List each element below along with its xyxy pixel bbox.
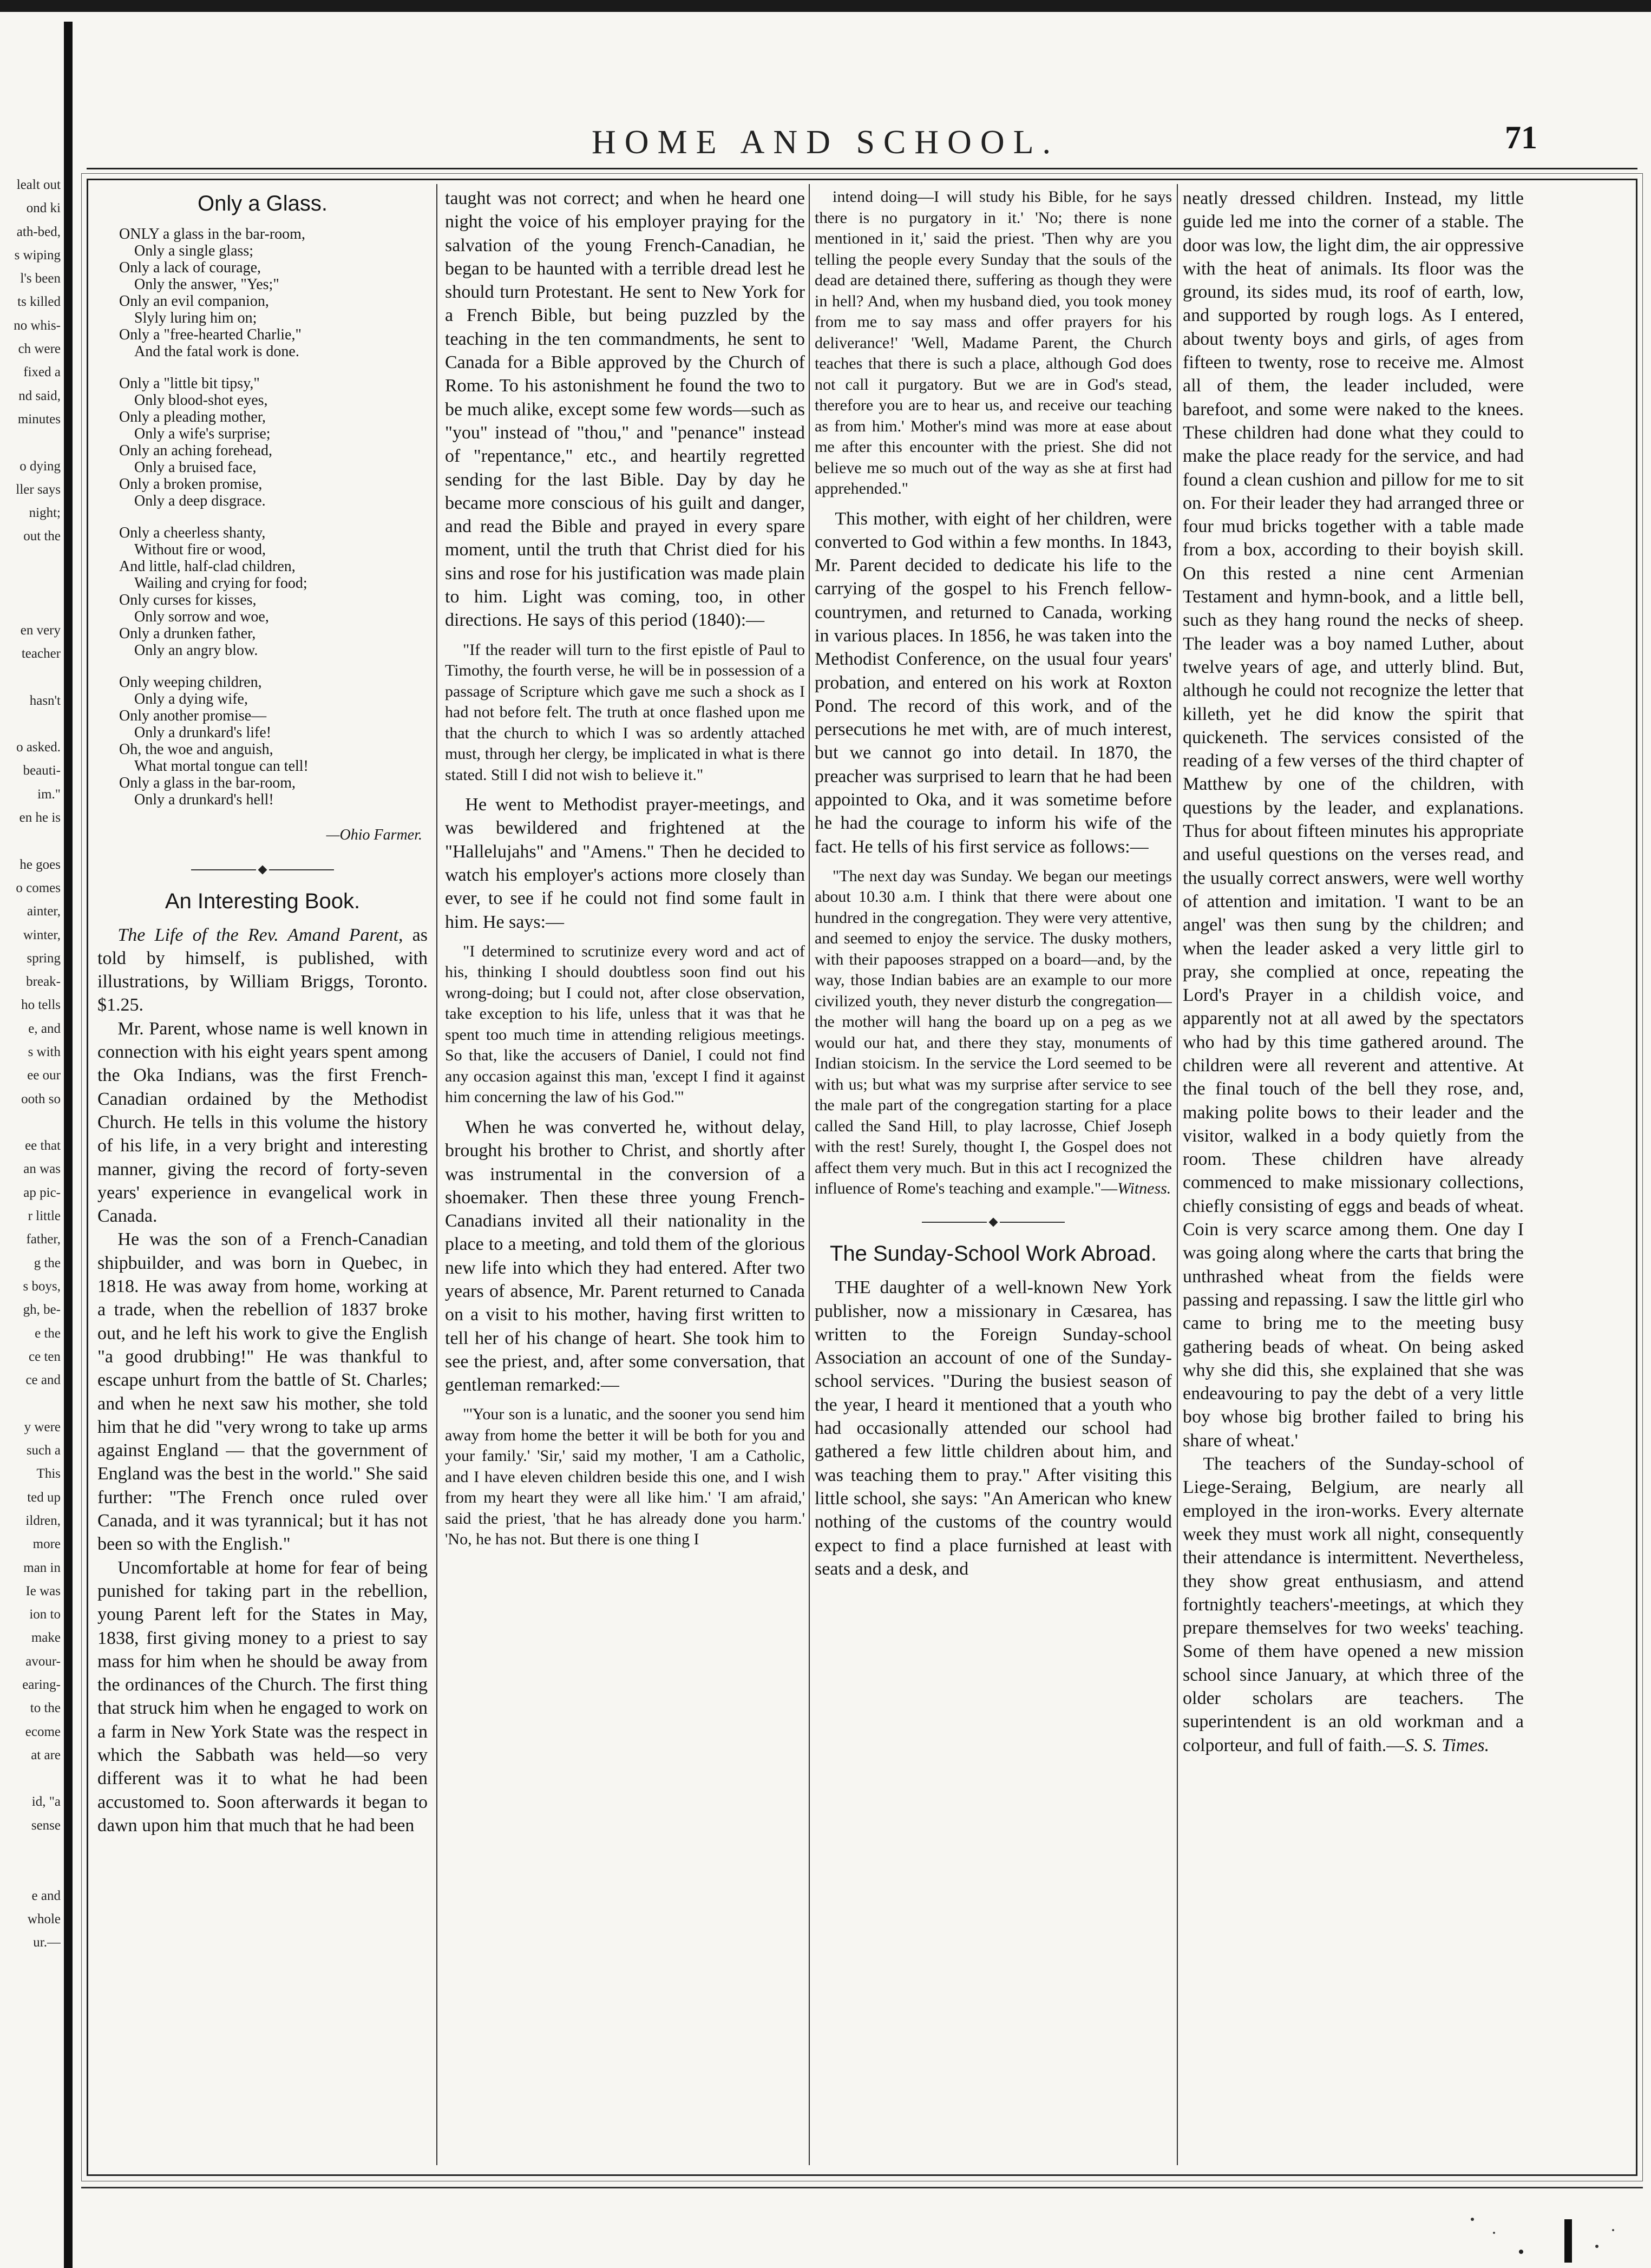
quoted-passage	[815, 866, 1172, 1199]
margin-fragment: an was	[23, 1162, 61, 1177]
margin-fragment	[0, 431, 61, 454]
poem-line: Only a single glass;	[134, 242, 254, 259]
margin-fragment	[0, 665, 61, 689]
margin-fragment: Ie was	[25, 1583, 61, 1598]
margin-fragment: beauti-	[23, 763, 61, 778]
margin-fragment: no whis-	[14, 318, 61, 333]
ink-specks	[1462, 2208, 1624, 2263]
binding-gutter	[64, 22, 73, 2268]
book-intro: as told by himself, is published, with illustrations, by William Briggs, Toronto. $1.25.	[97, 925, 428, 1015]
margin-fragment: lealt out	[16, 178, 61, 192]
poem-line: ONLY a glass in the bar-room,	[119, 226, 305, 242]
article-paragraph: neatly dressed children. Instead, my little guide led me into the corner of a stable. The door was low, the light dim, the air oppressive with the heat of animals. Its floor was the ground, its sides mud, its roof of earth, low, and supported by rough logs. As I entered, about twenty boys and girls, of ages from fifteen to twenty, rose to receive me. Almost all of them, the leader included, were barefoot, and some were naked to the knees. These children had done what they could to make the place ready for the service, and had found a clean cushion and pillow for me to sit on. For their leader they had arranged three or four mud bricks together with a table made from a box, according to their boyish skill. On this rested a nine cent Armenian Testament and hymn-book, and a little bell, such as they hang round the necks of sheep. The leader was a boy named Luther, about twelve years of age, and utterly blind. But, although he could not recognize the letter that killeth, yet he did know the spirit that quickeneth. The services consisted of the reading of a few verses of the third chapter of Matthew by one of the children, with questions by the leader, and explanations. Thus for about fifteen minutes his appropriate and useful questions on the verses read, and the usually correct answers, were well worthy of attention and imitation. 'I want to be an angel' was then sung by the children; and when the leader asked a very little girl to pray, she complied at once, repeating the Lord's Prayer in a childish voice, and apparently not at all awed by the spectators who had by this time gathered around. The children were all reverent and attentive. At the final touch of the bell they rose, and, making polite bows to their leader and the visitor, walked in a body quietly from the room. These children have already commenced to make missionary collections, chiefly consisting of eggs and beads of wheat. Coin is very scarce among them. One day I was going along where the carts that bring the unthrashed wheat from the fields were passing and repassing. I saw the little girl who came to bring me to the meeting busy gathering beads of wheat. On being asked why she did this, she explained that she was endeavouring to pay the debt of a very little boy whose big brother failed to bring his share of wheat.'	[1183, 188, 1524, 1451]
margin-fragment: en very	[20, 622, 61, 638]
column-1	[97, 187, 428, 2162]
poem-line: Only a drunken father,	[119, 625, 256, 642]
article-paragraph: taught was not correct; and when he heard one night the voice of his employer praying for the salvation of the young French-Canadian, he began to be haunted with a terrible dread lest he should turn Protestant. He sent to New York for a French Bible, but being puzzled by the teaching in the ten commandments, he sent to Canada for a Bible approved by the Church of Rome. To his astonishment he found the two to be much alike, except some few words—such as "you" instead of "thou," and "penance" instead of "repentance," etc., and heartily regretted sending for the last Bible. Day by day he became more conscious of his guilt and danger, and read the Bible and prayed in every spare moment, until the truth that Christ died for his sins and rose for his justification was made plain to him. Light was coming, too, in other directions. He says of this period (1840):—	[445, 188, 805, 631]
article-source: S. S. Times.	[1405, 1735, 1490, 1755]
poem-line: Only an evil companion,	[119, 293, 269, 310]
margin-fragment: he goes	[19, 857, 61, 872]
margin-fragment: ond ki	[26, 201, 61, 216]
quote-text: "The next day was Sunday. We began our meetings about 10.30 a.m. I think that there were about one hundred in the congregation. They were very attentive, and seemed to enjoy the service. The dusky mothers, with their papooses strapped on a board—and, by the way, those Indian babies are an example to our more civilized youth, they never disturb the congregation—the mother will hang the board up on a peg as we would our hat, and there they stay, monuments of Indian stoicism. In the service the Lord seemed to be with us; but what was my surprise after service to see the male part of the congregation starting for a place called the Sand Hill, to play lacrosse, Chief Joseph with the rest! Surely, thought I, the Gospel does not affect them very much. But in this act I recognized the influence of Rome's teaching and example."—	[815, 867, 1172, 1198]
margin-fragment: ted up	[27, 1490, 61, 1505]
margin-fragment: make	[31, 1630, 61, 1646]
margin-fragment: g the	[34, 1255, 61, 1270]
margin-fragment: s boys,	[23, 1279, 61, 1294]
margin-fragment: ap pic-	[23, 1185, 61, 1200]
margin-fragment: o comes	[16, 880, 61, 895]
article-paragraph: THE daughter of a well-known New York publisher, now a missionary in Cæsarea, has written to the Foreign Sunday-school Association an account of one of the Sunday-school services. "During the busiest season of the year, I heard it mentioned that a youth who had occasionally attended our school had gathered a few little children about him, and was teaching them to pray." After visiting this little school, she says: "An American who knew nothing of the customs of the country would expect to find a place furnished at least with seats and a desk, and	[815, 1277, 1172, 1579]
article-paragraph: Uncomfortable at home for fear of being punished for taking part in the rebellion, young Parent left for the States in May, 1838, first giving money to a priest to say mass for him when he should be away from the ordinances of the Church. The first thing that struck him when he engaged to work on a farm in New York State was the respect in which the Sabbath was held—so very different was it to what he had been accustomed to. Soon afterwards it began to dawn upon him that much that he had been	[97, 1557, 428, 1836]
quote-text: "'Your son is a lunatic, and the sooner you send him away from home the better it will be both for you and your family.' 'Sir,' said my mother, 'I am a Catholic, and I have eleven children beside this one, and I wish from my heart they were all like him.' 'I am afraid,' said the priest, 'that he has already done you harm.' 'No, he has not. But there is one thing I	[445, 1405, 805, 1549]
margin-fragment: l's been	[20, 271, 61, 286]
margin-fragment: winter,	[23, 927, 61, 942]
previous-page-margin	[0, 173, 61, 2068]
margin-fragment: out the	[23, 529, 61, 544]
poem-credit: —Ohio Farmer.	[326, 827, 422, 843]
article-paragraph: This mother, with eight of her children, were converted to God within a few months. In 1843, Mr. Parent decided to dedicate his life to the carrying of the gospel to his French fellow-countrymen, and returned to Canada, working in various places. In 1856, he was taken into the Methodist Conference, on the usual four years' probation, and entered on his work at Roxton Pond. The record of this work, and of the persecutions he met with, are of much interest, but we cannot go into detail. In 1870, the preacher was surprised to learn that he had been appointed to Oka, and it was sometime before he had the courage to inform his wife of the fact. He tells of his first service as follows:—	[815, 508, 1172, 857]
margin-fragment: break-	[26, 974, 61, 989]
book-article-title: An Interesting Book.	[165, 889, 361, 913]
margin-fragment: sense	[31, 1818, 61, 1833]
poem-line: Only a dying wife,	[134, 691, 248, 707]
poem-line: Only weeping children,	[119, 674, 262, 691]
poem-line: Only the answer, "Yes;"	[134, 276, 279, 293]
margin-fragment: r little	[28, 1209, 61, 1224]
column-3	[815, 187, 1172, 2162]
poem-line: Wailing and crying for food;	[134, 575, 307, 592]
margin-fragment: ee that	[25, 1138, 61, 1153]
margin-fragment: ildren,	[25, 1513, 61, 1528]
article-paragraph: The teachers of the Sunday-school of Liege-Seraing, Belgium, are nearly all employed in the iron-works. Every alternate week they must work all night, consequently their attendance is intermittent. Nevertheless, they show great enthusiasm, and attend fortnightly teachers'-meetings, at which they prepare themselves for two weeks' teaching. Some of them have opened a new mission school since January, at which three of the older scholars are teachers. The superintendent is an old workman and a colporteur, and full of faith.—	[1183, 1454, 1524, 1755]
margin-fragment: gh, be-	[23, 1302, 61, 1317]
margin-fragment: ce and	[25, 1373, 61, 1388]
poem-line: Only a drunkard's life!	[134, 724, 272, 741]
poem-line: Only a "free-hearted Charlie,"	[119, 326, 302, 343]
column-rule	[1177, 184, 1178, 2165]
margin-fragment: to the	[30, 1701, 61, 1716]
margin-fragment: fixed a	[23, 365, 61, 380]
margin-fragment: id, "a	[31, 1794, 61, 1810]
quote-text: intend doing—I will study his Bible, for he says there is no purgatory in it.' 'No; there is none mentioned in it,' said the priest. 'Then why are you telling the people every Sunday that the souls of the dead are detained there, suffering as though they were in hell? And, when my husband died, you took money from me to say mass and offer prayers for his deliverance!' 'Well, Madame Parent, the Church teaches that there is such a place, although God does not call it purgatory. But we are in God's stead, therefore you are to hear us, and receive our teaching as from him.' Mother's mind was more at ease about me after this encounter with the priest. She did not believe me so much out of the way as she at first had apprehended."	[815, 188, 1172, 497]
poem-line: Oh, the woe and anguish,	[119, 741, 273, 758]
margin-fragment: whole	[27, 1911, 61, 1926]
poem-line: Only a cheerless shanty,	[119, 525, 266, 541]
margin-fragment: father,	[26, 1232, 61, 1247]
poem-line: And little, half-clad children,	[119, 558, 296, 575]
top-border-bar	[0, 0, 1651, 12]
margin-fragment: e, and	[28, 1021, 61, 1036]
margin-fragment: spring	[27, 951, 61, 966]
margin-fragment	[0, 595, 61, 618]
quoted-passage	[445, 1404, 805, 1550]
quoted-passage	[445, 941, 805, 1108]
page-number: 71	[1505, 120, 1537, 155]
article-paragraph: Mr. Parent, whose name is well known in connection with his eight years spent among the Oka Indians, was the first French-Canadian ordained by the Methodist Church. He tells in this volume the history of his life, in a very bright and interesting manner, giving the record of forty-seven years' experience in evangelical work in Canada.	[97, 1018, 428, 1227]
margin-fragment	[0, 1767, 61, 1790]
margin-fragment: avour-	[25, 1654, 61, 1669]
sunday-article-title: The Sunday-School Work Abroad.	[829, 1242, 1157, 1266]
section-divider	[815, 1210, 1172, 1234]
margin-fragment: ce ten	[29, 1349, 61, 1364]
poem-line: Slyly luring him on;	[134, 310, 257, 326]
column-rule	[809, 184, 810, 2165]
margin-fragment: s with	[28, 1044, 61, 1059]
margin-fragment: e the	[35, 1326, 61, 1341]
poem-stanza	[119, 525, 428, 659]
margin-fragment: ath-bed,	[16, 224, 61, 239]
poem-line: Only a drunkard's hell!	[134, 791, 274, 808]
poem-line: Only a "little bit tipsy,"	[119, 375, 260, 392]
poem-line: Only a deep disgrace.	[134, 493, 266, 509]
margin-fragment: ecome	[25, 1724, 61, 1739]
poem-line: Only a glass in the bar-room,	[119, 775, 296, 791]
margin-fragment: minutes	[17, 411, 61, 427]
margin-fragment: y were	[24, 1419, 61, 1434]
margin-fragment	[0, 712, 61, 736]
margin-fragment: hasn't	[29, 693, 61, 708]
poem-stanza	[119, 226, 428, 360]
margin-fragment: such a	[26, 1443, 61, 1458]
poem-line: And the fatal work is done.	[134, 343, 299, 360]
quote-text: "I determined to scrutinize every word and act of his, thinking I should doubtless soon find out his wrong-doing; but I could not, after close observation, take exception to his life, unless that it was that he spent too much time in attending religious meetings. So that, like the accusers of Daniel, I could not find any occasion against this man, 'except I find it against him concerning the law of his God.'"	[445, 942, 805, 1106]
article-paragraph: When he was converted he, without delay, brought his brother to Christ, and shortly after was instrumental in the conversion of a shoemaker. Then these three young French-Canadians invited all their nationality in the place to a meeting, and told them of the glorious new life into which they had entered. After two years of absence, Mr. Parent returned to Canada on a visit to his mother, having first written to tell her of his change of heart. She took him to see the priest, and, after some conversation, that gentleman remarked:—	[445, 1117, 805, 1395]
margin-fragment: ainter,	[27, 904, 61, 919]
margin-fragment	[0, 572, 61, 595]
quoted-passage	[445, 640, 805, 786]
margin-fragment: earing-	[22, 1677, 61, 1692]
margin-fragment: s wiping	[14, 247, 61, 263]
margin-fragment: e and	[31, 1888, 61, 1903]
margin-fragment: This	[36, 1466, 61, 1482]
margin-fragment	[0, 829, 61, 853]
quoted-passage	[815, 187, 1172, 500]
poem-line: Only a wife's surprise;	[134, 425, 271, 442]
margin-fragment: o asked.	[16, 740, 61, 755]
margin-fragment: nd said,	[18, 388, 61, 403]
book-title: The Life of the Rev. Amand Parent,	[117, 925, 403, 945]
margin-fragment: o dying	[19, 458, 61, 474]
margin-fragment: ooth so	[21, 1091, 61, 1106]
poem-line: Only an angry blow.	[134, 642, 258, 659]
poem-line: Only curses for kisses,	[119, 592, 257, 608]
running-head-title: HOME AND SCHOOL.	[592, 124, 1059, 161]
poem-stanza	[119, 375, 428, 509]
section-divider	[97, 857, 428, 881]
margin-fragment: man in	[23, 1560, 61, 1575]
margin-fragment: night;	[29, 506, 61, 521]
poem-stanza	[119, 674, 428, 808]
column-2	[445, 187, 805, 2162]
margin-fragment: ion to	[29, 1607, 61, 1622]
article-paragraph: He was the son of a French-Canadian shipbuilder, and was born in Quebec, in 1818. He was away from home, working at a trade, when the rebellion of 1837 broke out, and he left his work to give the English "a good drubbing!" He was thankful to escape unhurt from the battle of St. Charles; and when he next saw his mother, she told him that he did "very wrong to take up arms against England — that the government of England was the best in the world." She said further: "The French once ruled over Canada, and it was tyrannical; but it has not been so with the English."	[97, 1229, 428, 1555]
margin-fragment: ur.—	[33, 1935, 61, 1950]
margin-fragment: en he is	[19, 810, 61, 825]
poem-line: Without fire or wood,	[134, 541, 266, 558]
header-rule	[87, 168, 1637, 169]
margin-fragment: ho tells	[21, 998, 61, 1013]
margin-fragment: ee our	[27, 1068, 61, 1083]
poem-line: Only blood-shot eyes,	[134, 392, 268, 409]
margin-fragment: im."	[37, 786, 61, 802]
quote-text: "If the reader will turn to the first epistle of Paul to Timothy, the fourth verse, he will be in possession of a passage of Scripture which gave me such a shock as I had not before felt. The truth at once flashed upon me that the church to which I was so ardently attached must, through her clergy, be implicated in what is there stated. Still I did not wish to believe it."	[445, 640, 805, 784]
poem-line: Only another promise—	[119, 707, 267, 724]
column-4	[1183, 187, 1524, 2162]
poem-line: Only an aching forehead,	[119, 442, 272, 459]
margin-fragment: ller says	[16, 482, 61, 497]
poem	[119, 226, 428, 808]
poem-line: Only a lack of courage,	[119, 259, 261, 276]
margin-fragment: ch were	[18, 342, 61, 357]
article-paragraph: He went to Methodist prayer-meetings, and was bewildered and frightened at the "Hallelujahs" and "Amens." Then he decided to watch his employer's actions more closely than ever, to see if he could not find some fault in him. He says:—	[445, 795, 805, 932]
poem-line: Only a broken promise,	[119, 476, 263, 493]
column-rule	[436, 184, 437, 2165]
poem-line: Only sorrow and woe,	[134, 608, 269, 625]
margin-fragment	[0, 1111, 61, 1134]
bottom-rule	[81, 2187, 1643, 2188]
margin-fragment: ts killed	[17, 294, 61, 310]
poem-line: Only a bruised face,	[134, 459, 257, 476]
margin-fragment: at are	[31, 1747, 61, 1762]
poem-line: What mortal tongue can tell!	[134, 758, 309, 775]
margin-fragment: teacher	[21, 646, 61, 661]
margin-fragment	[0, 1392, 61, 1415]
margin-fragment	[0, 1860, 61, 1884]
poem-title: Only a Glass.	[197, 192, 328, 215]
margin-fragment	[0, 548, 61, 572]
quote-source: Witness.	[1117, 1179, 1171, 1198]
poem-line: Only a pleading mother,	[119, 409, 266, 425]
margin-fragment	[0, 1837, 61, 1860]
margin-fragment: more	[32, 1537, 61, 1552]
